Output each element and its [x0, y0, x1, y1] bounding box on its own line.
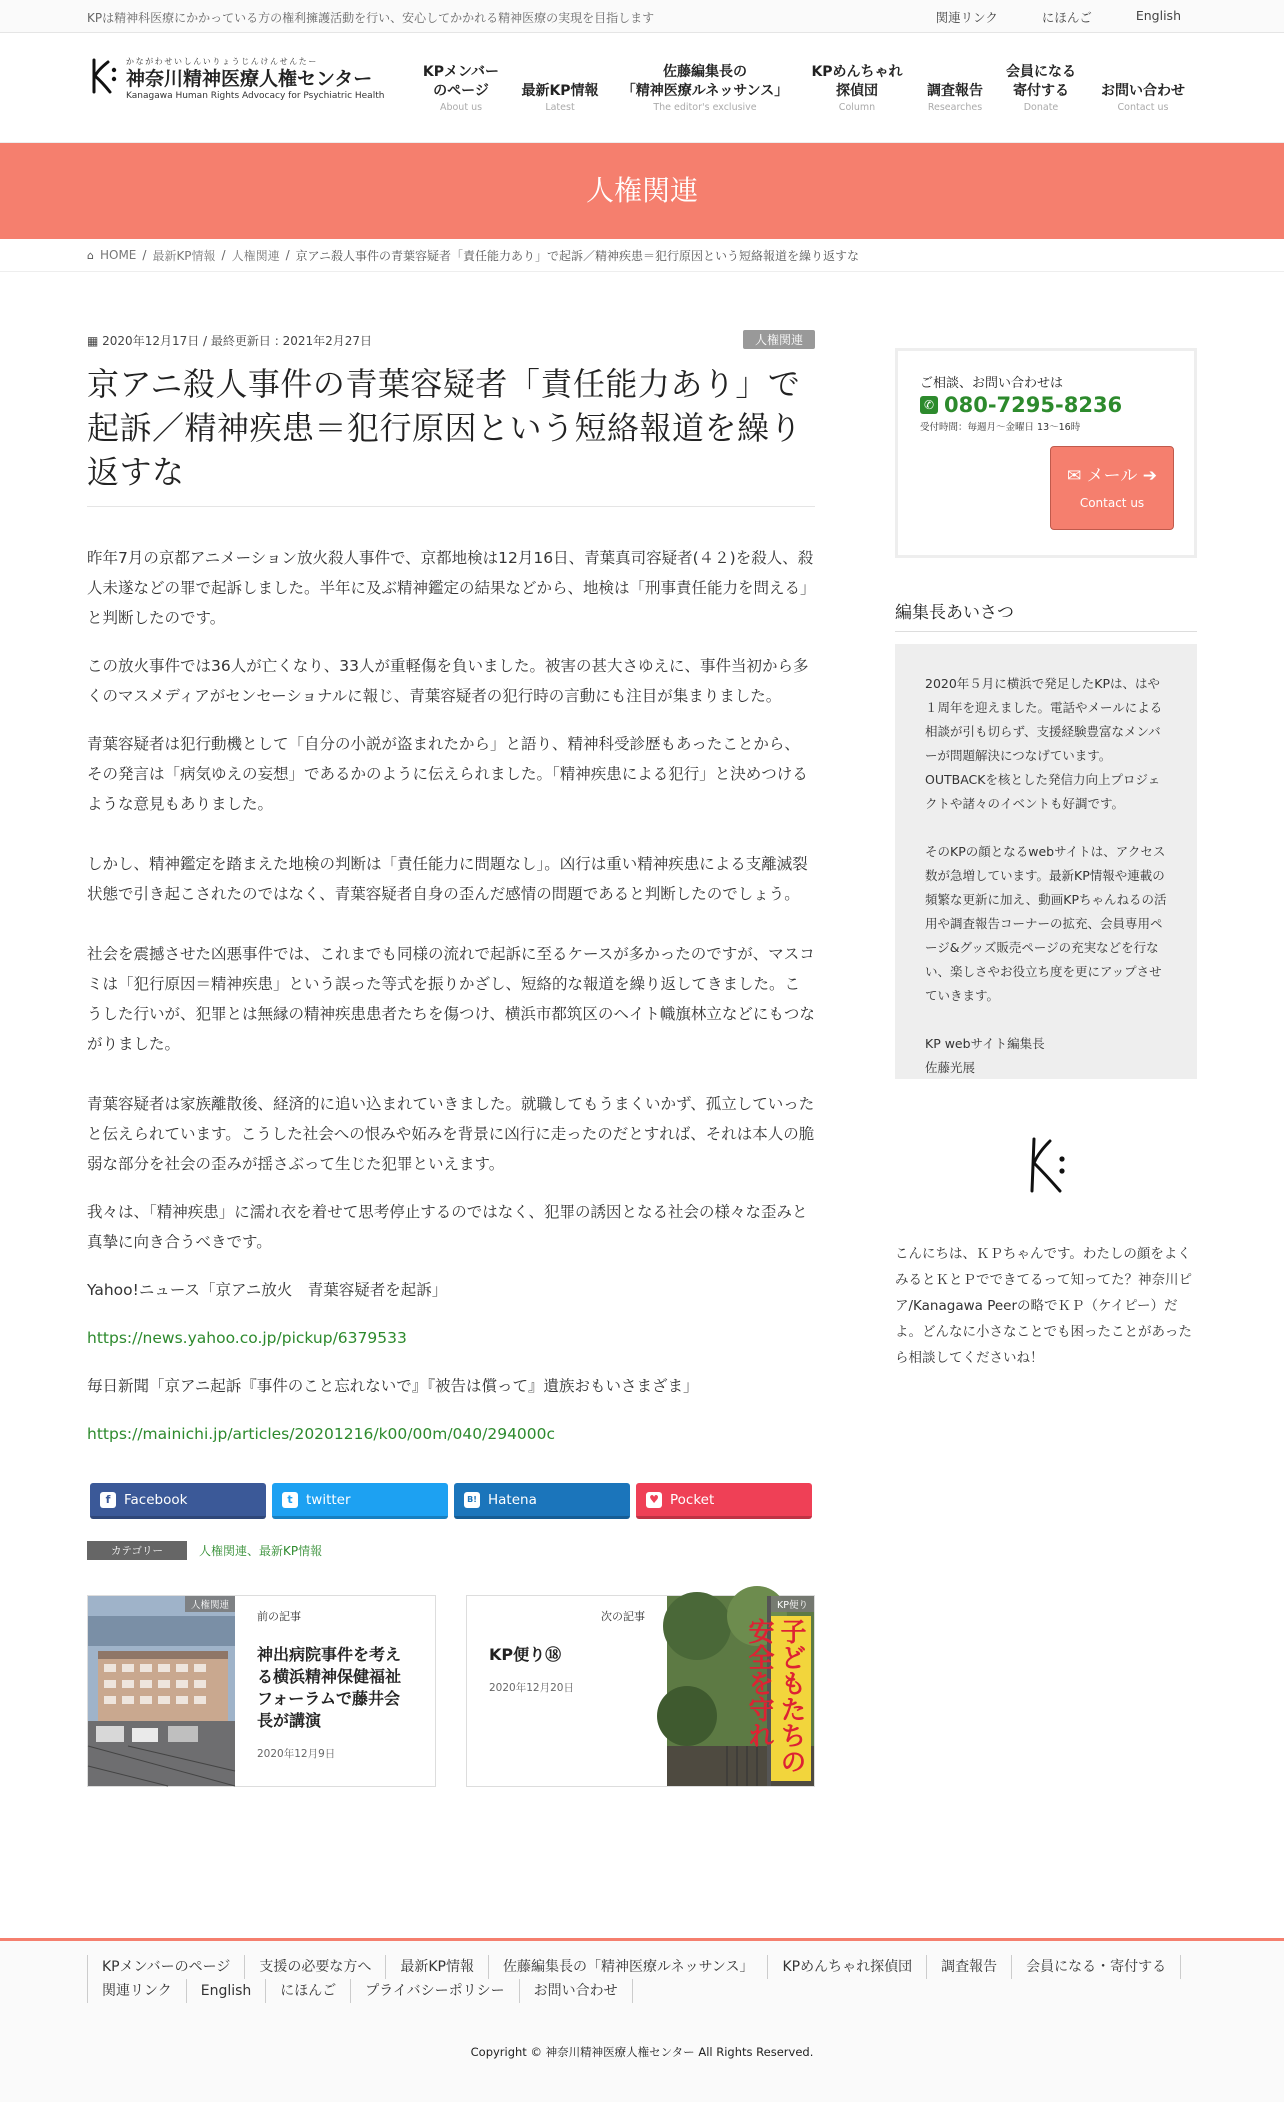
- next-label: 次の記事: [601, 1610, 645, 1623]
- category-badge[interactable]: 人権関連: [743, 330, 815, 349]
- prev-date: 2020年12月9日: [257, 1748, 336, 1760]
- prev-label: 前の記事: [257, 1610, 301, 1623]
- share-label: Pocket: [670, 1491, 715, 1508]
- top-bar: [0, 0, 1284, 33]
- kp-logo-icon: [86, 52, 122, 104]
- next-article-card[interactable]: [466, 1595, 815, 1787]
- phone-link[interactable]: [920, 393, 1172, 417]
- footer-link-donate[interactable]: 会員になる・寄付する: [1026, 1959, 1167, 1975]
- prev-tag: 人権関連: [185, 1596, 235, 1612]
- nav-latest[interactable]: [521, 82, 598, 113]
- share-twitter-button[interactable]: [272, 1483, 448, 1519]
- kp-chan-text: こんにちは、ＫＰちゃんです。わたしの顔をよくみるとＫとＰでできてるって知ってた？神奈川ピア/Kanagawa Peerの略でＫＰ（ケイピー）だよ。どんなに小さなことでも困ったことがあったら相談してくださいね！: [895, 1246, 1192, 1366]
- article-content: [87, 543, 815, 1449]
- site-tagline: KPは精神科医療にかかっている方の権利擁護活動を行い、安心してかかれる精神医療の実現を目指します: [87, 11, 655, 25]
- paragraph: 社会を震撼させた凶悪事件では、これまでも同様の流れで起訴に至るケースが多かったのですが、マスコミは「犯行原因＝精神疾患」という誤った等式を振りかざし、短絡的な報道を繰り返してきました。こうした行いが、犯罪とは無縁の精神疾患患者たちを傷つけ、横浜市都筑区のヘイト幟旗林立などにもつながりました。: [87, 945, 815, 1053]
- nav-sublabel: Column: [838, 102, 876, 113]
- share-label: twitter: [306, 1491, 351, 1508]
- top-link-english[interactable]: English: [1135, 8, 1181, 23]
- footer-link-column[interactable]: KPめんちゃれ探偵団: [782, 1959, 913, 1975]
- article-title: 京アニ殺人事件の青葉容疑者「責任能力あり」で起訴／精神疾患＝犯行原因という短絡報道を繰り返すな: [87, 362, 815, 507]
- top-link-japanese[interactable]: にほんご: [1041, 10, 1092, 25]
- home-icon: ⌂: [87, 248, 94, 262]
- share-label: Hatena: [488, 1491, 537, 1508]
- contact-box: [895, 348, 1197, 558]
- greeting-paragraph: 2020年５月に横浜で発足したKPは、はや１周年を迎えました。電話やメールによる相談が引も切らず、支援経験豊富なメンバーが問題解決につなげています。OUTBACKを核とした発信力向上プロジェクトや諸々のイベントも好調です。: [925, 676, 1163, 811]
- breadcrumb: [0, 239, 1284, 272]
- prev-next-nav: [87, 1595, 815, 1787]
- footer-nav: [0, 1941, 1200, 2003]
- mail-button[interactable]: [1050, 446, 1174, 530]
- nav-kp-members[interactable]: [423, 63, 499, 113]
- office-hours: 受付時間：毎週月～金曜日 13～16時: [920, 422, 1081, 433]
- footer-link-latest[interactable]: 最新KP情報: [400, 1959, 474, 1975]
- category-link-latest[interactable]: 最新KP情報: [259, 1544, 323, 1558]
- arrow-circle-icon: ➔: [1137, 466, 1157, 486]
- page-header: 人権関連: [0, 143, 1284, 239]
- mail-label: メール: [1086, 466, 1138, 486]
- footer-link-members[interactable]: KPメンバーのページ: [102, 1959, 231, 1975]
- category-link-human-rights[interactable]: 人権関連: [199, 1544, 248, 1558]
- nav-label: 最新KP情報: [521, 83, 599, 99]
- prev-title: 神出病院事件を考える横浜精神保健福祉フォーラムで藤井会長が講演: [257, 1645, 402, 1730]
- link-mainichi[interactable]: https://mainichi.jp/articles/20201216/k00/00m/040/294000c: [87, 1425, 556, 1443]
- article-meta: [87, 322, 815, 348]
- copyright: Copyright © 神奈川精神医療人権センター All Rights Reserved.: [470, 2045, 814, 2059]
- top-links: [936, 8, 1181, 26]
- breadcrumb-current: 京アニ殺人事件の青葉容疑者「責任能力あり」で起訴／精神疾患＝犯行原因という短絡報道を繰り返すな: [295, 248, 860, 263]
- facebook-icon: f: [100, 1492, 116, 1508]
- twitter-icon: t: [282, 1492, 298, 1508]
- nav-label: のページ: [433, 83, 489, 99]
- nav-sublabel: Latest: [545, 102, 575, 113]
- article-main: [87, 322, 815, 1787]
- footer-link-researches[interactable]: 調査報告: [941, 1959, 998, 1975]
- contact-lead: ご相談、お問い合わせは: [920, 376, 1064, 391]
- footer-link-privacy[interactable]: プライバシーポリシー: [365, 1983, 505, 1999]
- footer-link-contact[interactable]: お問い合わせ: [533, 1983, 618, 1999]
- phone-number: 080-7295-8236: [944, 393, 1123, 417]
- logo-en: Kanagawa Human Rights Advocacy for Psychiatric Health: [126, 90, 385, 101]
- top-link-related[interactable]: 関連リンク: [935, 10, 998, 25]
- logo-text: [126, 56, 384, 101]
- nav-label: 「精神医療ルネッサンス」: [621, 83, 789, 99]
- paragraph: 我々は、「精神疾患」に濡れ衣を着せて思考停止するのではなく、犯罪の誘因となる社会の様々な歪みと真摯に向き合うべきです。: [87, 1203, 808, 1251]
- nav-column[interactable]: [811, 63, 902, 113]
- paragraph: 青葉容疑者は家族離散後、経済的に追い込まれていきました。就職してもうまくいかず、孤立していったと伝えられています。こうした社会への恨みや妬みを背景に凶行に走ったのだとすれば、それは本人の脆弱な部分を社会の歪みが揺さぶって生じた犯罪といえます。: [87, 1095, 815, 1173]
- prev-thumbnail: [88, 1596, 235, 1786]
- site-footer: [0, 1938, 1284, 2102]
- share-facebook-button[interactable]: [90, 1483, 266, 1519]
- footer-link-support[interactable]: 支援の必要な方へ: [259, 1959, 372, 1975]
- category-list: [87, 1541, 815, 1560]
- paragraph: しかし、精神鑑定を踏まえた地検の判断は「責任能力に問題なし」。凶行は重い精神疾患による支離滅裂状態で引き起こされたのではなく、青葉容疑者自身の歪んだ感情の問題であると判断したのでしょう。: [87, 855, 808, 903]
- nav-label: お問い合わせ: [1101, 83, 1185, 99]
- nav-label: KPメンバー: [422, 64, 500, 80]
- category-label: カテゴリー: [87, 1541, 187, 1560]
- breadcrumb-category[interactable]: 人権関連: [231, 248, 280, 263]
- kp-chan-face-icon: [895, 1131, 1197, 1211]
- category-separator: 、: [247, 1544, 260, 1558]
- pocket-icon: ♥: [646, 1492, 662, 1508]
- greeting-signature-name: 佐藤光展: [925, 1060, 976, 1075]
- breadcrumb-home[interactable]: HOME: [99, 248, 137, 262]
- greeting-heading: 編集長あいさつ: [895, 598, 1197, 632]
- share-label: Facebook: [124, 1491, 188, 1508]
- next-thumbnail: [667, 1596, 814, 1786]
- breadcrumb-separator: /: [285, 248, 290, 262]
- mail-sublabel: Contact us: [1079, 496, 1145, 510]
- next-tag: KP便り: [771, 1596, 814, 1612]
- greeting-paragraph: そのKPの顔となるwebサイトは、アクセス数が急増しています。最新KP情報や連載の頻繁な更新に加え、動画KPちゃんねるの活用や調査報告コーナーの拡充、会員専用ページ&グッズ販売ページの充実などを行ない、楽しさやお役立ち度を更にアップさせていきます。: [925, 844, 1167, 1003]
- sidebar: [895, 348, 1197, 1371]
- breadcrumb-separator: /: [142, 248, 147, 262]
- greeting-box: [895, 644, 1197, 1079]
- article-date: [87, 332, 372, 349]
- mail-icon: ✉: [1067, 466, 1087, 486]
- nav-sublabel: The editor's exclusive: [653, 102, 757, 113]
- nav-label: 調査報告: [927, 83, 983, 99]
- share-hatena-button[interactable]: [454, 1483, 630, 1519]
- logo-ruby: かながわせいしんいりょうじんけんせんたー: [126, 56, 318, 66]
- nav-donate[interactable]: [1006, 63, 1076, 113]
- source-mainichi-title: 毎日新聞「京アニ起訴『事件のこと忘れないで』『被告は償って』遺族おもいさまざま」: [87, 1377, 699, 1395]
- footer-link-related[interactable]: 関連リンク: [102, 1983, 172, 1999]
- greeting-signature-role: KP webサイト編集長: [925, 1036, 1045, 1051]
- nav-sublabel: About us: [439, 102, 483, 113]
- share-pocket-button[interactable]: [636, 1483, 812, 1519]
- site-logo[interactable]: [86, 52, 384, 104]
- nav-sublabel: Researches: [927, 102, 983, 113]
- banner-text: 子どもたちの安全を守れ: [744, 1618, 806, 1774]
- nav-label: 寄付する: [1013, 83, 1069, 99]
- share-buttons: [87, 1483, 815, 1519]
- article-date-text: 2020年12月17日 / 最終更新日 : 2021年2月27日: [102, 334, 373, 348]
- site-header: [0, 33, 1284, 143]
- nav-researches[interactable]: [927, 82, 983, 113]
- nav-label: KPめんちゃれ: [811, 64, 903, 80]
- footer-link-english[interactable]: English: [200, 1983, 252, 1999]
- source-yahoo-title: Yahoo!ニュース「京アニ放火 青葉容疑者を起訴」: [87, 1281, 448, 1299]
- nav-label: 会員になる: [1006, 64, 1076, 80]
- footer-link-japanese[interactable]: にほんご: [280, 1983, 337, 1999]
- nav-contact[interactable]: [1101, 82, 1185, 113]
- next-date: 2020年12月20日: [489, 1682, 574, 1694]
- nav-editor[interactable]: [622, 63, 788, 113]
- hatena-icon: B!: [464, 1492, 480, 1508]
- calendar-icon: ▦: [87, 334, 103, 348]
- paragraph: 青葉容疑者は犯行動機として「自分の小説が盗まれたから」と語り、精神科受診歴もあったことから、その発言は「病気ゆえの妄想」であるかのように伝えられました。「精神疾患による犯行」と決めつけるような意見もありました。: [87, 735, 808, 813]
- footer-link-editor[interactable]: 佐藤編集長の「精神医療ルネッサンス」: [503, 1959, 754, 1975]
- logo-name: 神奈川精神医療人権センター: [126, 67, 373, 90]
- nav-label: 佐藤編集長の: [663, 64, 747, 80]
- nav-sublabel: Contact us: [1117, 102, 1169, 113]
- paragraph: この放火事件では36人が亡くなり、33人が重軽傷を負いました。被害の甚大さゆえに、事件当初から多くのマスメディアがセンセーショナルに報じ、青葉容疑者の犯行時の言動にも注目が集まりました。: [87, 657, 809, 705]
- hospital-photo: [88, 1596, 235, 1786]
- breadcrumb-latest[interactable]: 最新KP情報: [152, 248, 216, 263]
- nav-label: 探偵団: [835, 83, 878, 99]
- phone-icon: ✆: [920, 396, 938, 414]
- breadcrumb-separator: /: [221, 248, 226, 262]
- paragraph: 昨年7月の京都アニメーション放火殺人事件で、京都地検は12月16日、青葉真司容疑者(４２)を殺人、殺人未遂などの罪で起訴しました。半年に及ぶ精神鑑定の結果などから、地検は「刑事責任能力を問える」と判断したのです。: [87, 549, 814, 627]
- prev-article-card[interactable]: [87, 1595, 436, 1787]
- next-title: KP便り⑱: [489, 1645, 562, 1664]
- link-yahoo[interactable]: https://news.yahoo.co.jp/pickup/6379533: [87, 1329, 407, 1347]
- nav-sublabel: Donate: [1023, 102, 1059, 113]
